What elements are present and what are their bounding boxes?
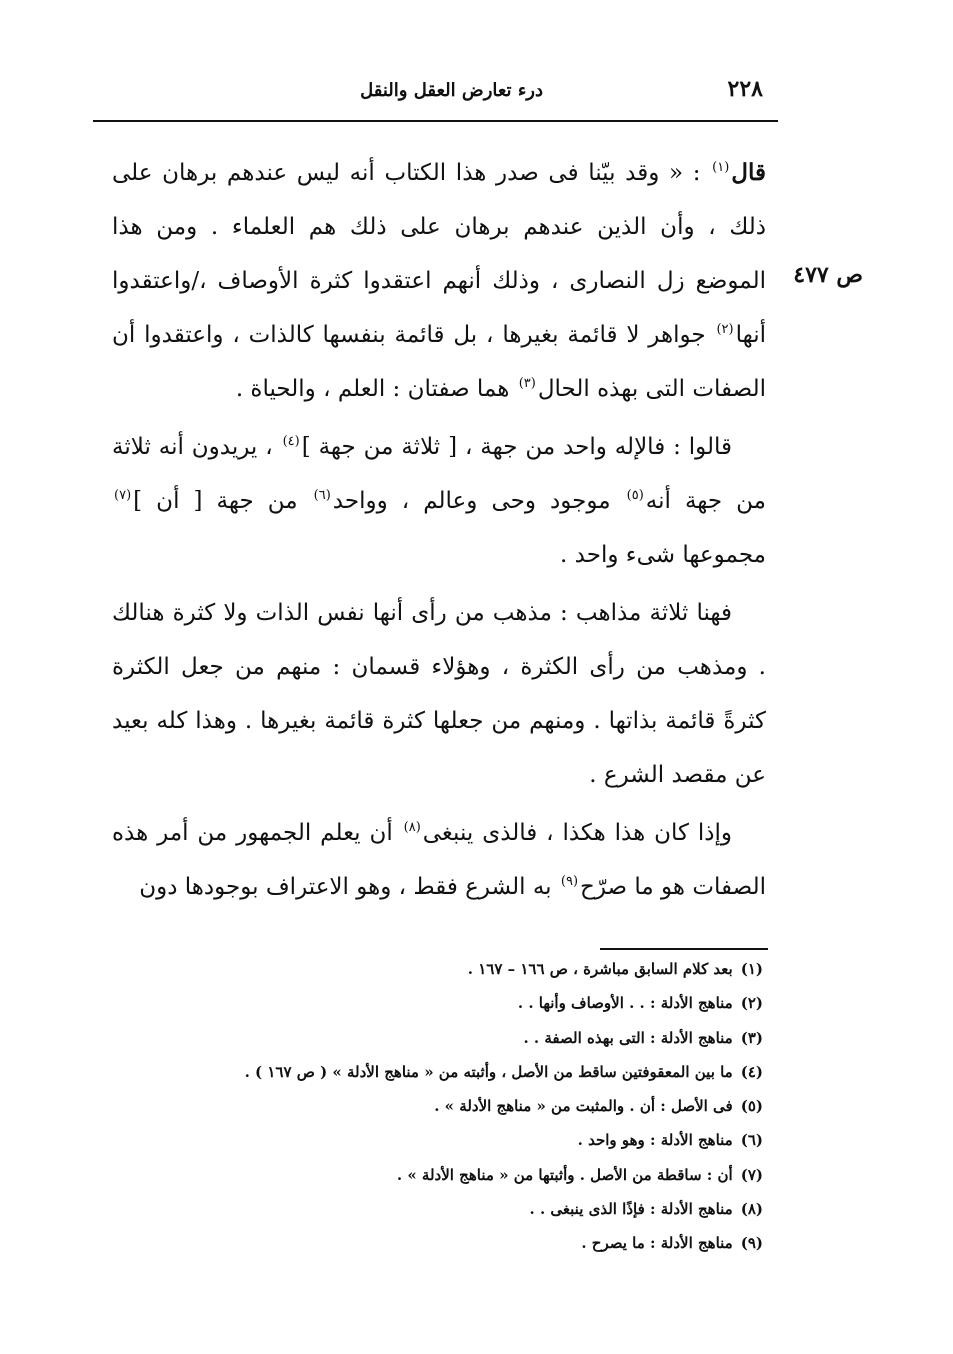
- margin-page-reference: ص ٤٧٧: [793, 262, 863, 288]
- footnote-text: ما بين المعقوفتين ساقط من الأصل ، وأثبته من « مناهج الأدلة » ( ص ١٦٧ ) .: [244, 1062, 733, 1081]
- main-text: [112, 146, 766, 918]
- footnote-item: [143, 1089, 763, 1123]
- footnote-item: [143, 1226, 763, 1260]
- footnote-text: مناهج الأدلة : ما يصرح .: [581, 1234, 733, 1253]
- paragraph-1: [112, 146, 766, 416]
- footnote-text: مناهج الأدلة : التى بهذه الصفة . .: [523, 1028, 733, 1047]
- footnote-number: (٨): [740, 1200, 763, 1219]
- footnote-number: (٣): [740, 1028, 763, 1047]
- footnote-ref-9: (٩): [560, 874, 579, 890]
- footnote-item: [143, 1192, 763, 1226]
- footnote-ref-7: (٧): [114, 488, 132, 504]
- footnote-item: [143, 952, 763, 986]
- paragraph-1-text-b: جواهر لا قائمة بغيرها ، بل قائمة بنفسها كالذات ، واعتقدوا أن الصفات التى بهذه الحال: [112, 322, 766, 402]
- footnote-item: [143, 1158, 763, 1192]
- footnote-number: (٩): [740, 1234, 763, 1253]
- paragraph-2-text-a: قالوا : فالإله واحد من جهة ، [ ثلاثة من جهة ]: [301, 434, 733, 460]
- paragraph-4-text-a: وإذا كان هذا هكذا ، فالذى ينبغى: [422, 820, 732, 846]
- footnote-ref-2: (٢): [716, 322, 734, 338]
- footnote-text: مناهج الأدلة : فإذًا الذى ينبغى . .: [529, 1200, 733, 1219]
- footnotes-list: [143, 952, 763, 1261]
- footnote-text: فى الأصل : أن . والمثبت من « مناهج الأدلة » .: [434, 1097, 733, 1116]
- footnote-item: [143, 1123, 763, 1157]
- paragraph-2: [112, 420, 766, 582]
- footnote-item: [143, 986, 763, 1020]
- paragraph-2-text-d: من جهة [ أن ]: [133, 488, 298, 514]
- lead-word: قال: [731, 159, 766, 186]
- header-rule: [93, 120, 778, 122]
- paragraph-3: فهنا ثلاثة مذاهب : مذهب من رأى أنها نفس الذات ولا كثرة هنالك . ومذهب من رأى الكثرة ، وهؤلاء قسمان : منهم من جعل الكثرة كثرةً قائمة بذاتها . ومنهم من جعلها كثرة قائمة بغيرها . وهذا كله بعيد عن مقصد الشرع .: [112, 600, 766, 788]
- footnote-number: (٧): [740, 1165, 763, 1184]
- footnote-item: [143, 1055, 763, 1089]
- footnote-text: مناهج الأدلة : وهو واحد .: [577, 1131, 733, 1150]
- footnote-item: [143, 1021, 763, 1055]
- footnote-number: (٢): [740, 994, 763, 1013]
- footnote-number: (٦): [740, 1131, 763, 1150]
- footnote-text: بعد كلام السابق مباشرة ، ص ١٦٦ – ١٦٧ .: [467, 960, 733, 978]
- footnote-rule: [600, 948, 768, 950]
- footnote-number: (٤): [740, 1062, 763, 1081]
- paragraph-4-text-b: أن يعلم الجمهور من أمر هذه الصفات هو ما صرّح: [112, 820, 766, 900]
- footnote-text: مناهج الأدلة : . . الأوصاف وأنها . .: [517, 994, 733, 1013]
- footnote-number: (٥): [740, 1097, 763, 1116]
- footnote-ref-3: (٣): [518, 376, 536, 392]
- page-number: ٢٢٨: [727, 76, 763, 102]
- paragraph-2-text-e: مجموعها شىء واحد .: [560, 542, 766, 568]
- footnote-ref-8: (٨): [403, 820, 421, 836]
- footnote-ref-6: (٦): [313, 488, 331, 504]
- running-title: درء تعارض العقل والنقل: [360, 80, 543, 101]
- footnote-number: (١): [740, 960, 763, 978]
- footnote-text: أن : ساقطة من الأصل . وأثبتها من « مناهج الأدلة » .: [396, 1165, 733, 1184]
- paragraph-2-text-c: موجود وحى وعالم ، وواحد: [332, 488, 611, 514]
- paragraph-2-text-b: ، يريدون أنه ثلاثة من جهة أنه: [112, 434, 766, 514]
- paragraph-4: [112, 806, 766, 914]
- footnote-ref-5: (٥): [626, 488, 644, 504]
- footnote-ref-1: (١): [712, 160, 730, 176]
- paragraph-4-text-c: به الشرع فقط ، وهو الاعتراف بوجودها دون: [139, 874, 552, 900]
- footnote-ref-4: (٤): [282, 434, 300, 450]
- paragraph-1-text-c: هما صفتان : العلم ، والحياة .: [235, 376, 510, 402]
- paragraph-1-text-a: : « وقد بيّنا فى صدر هذا الكتاب أنه ليس عندهم برهان على ذلك ، وأن الذين عندهم برهان على ذلك هم العلماء . ومن هذا الموضع زل النصارى ، وذلك أنهم اعتقدوا كثرة الأوصاف ،/واعتقدوا أنها: [112, 160, 766, 348]
